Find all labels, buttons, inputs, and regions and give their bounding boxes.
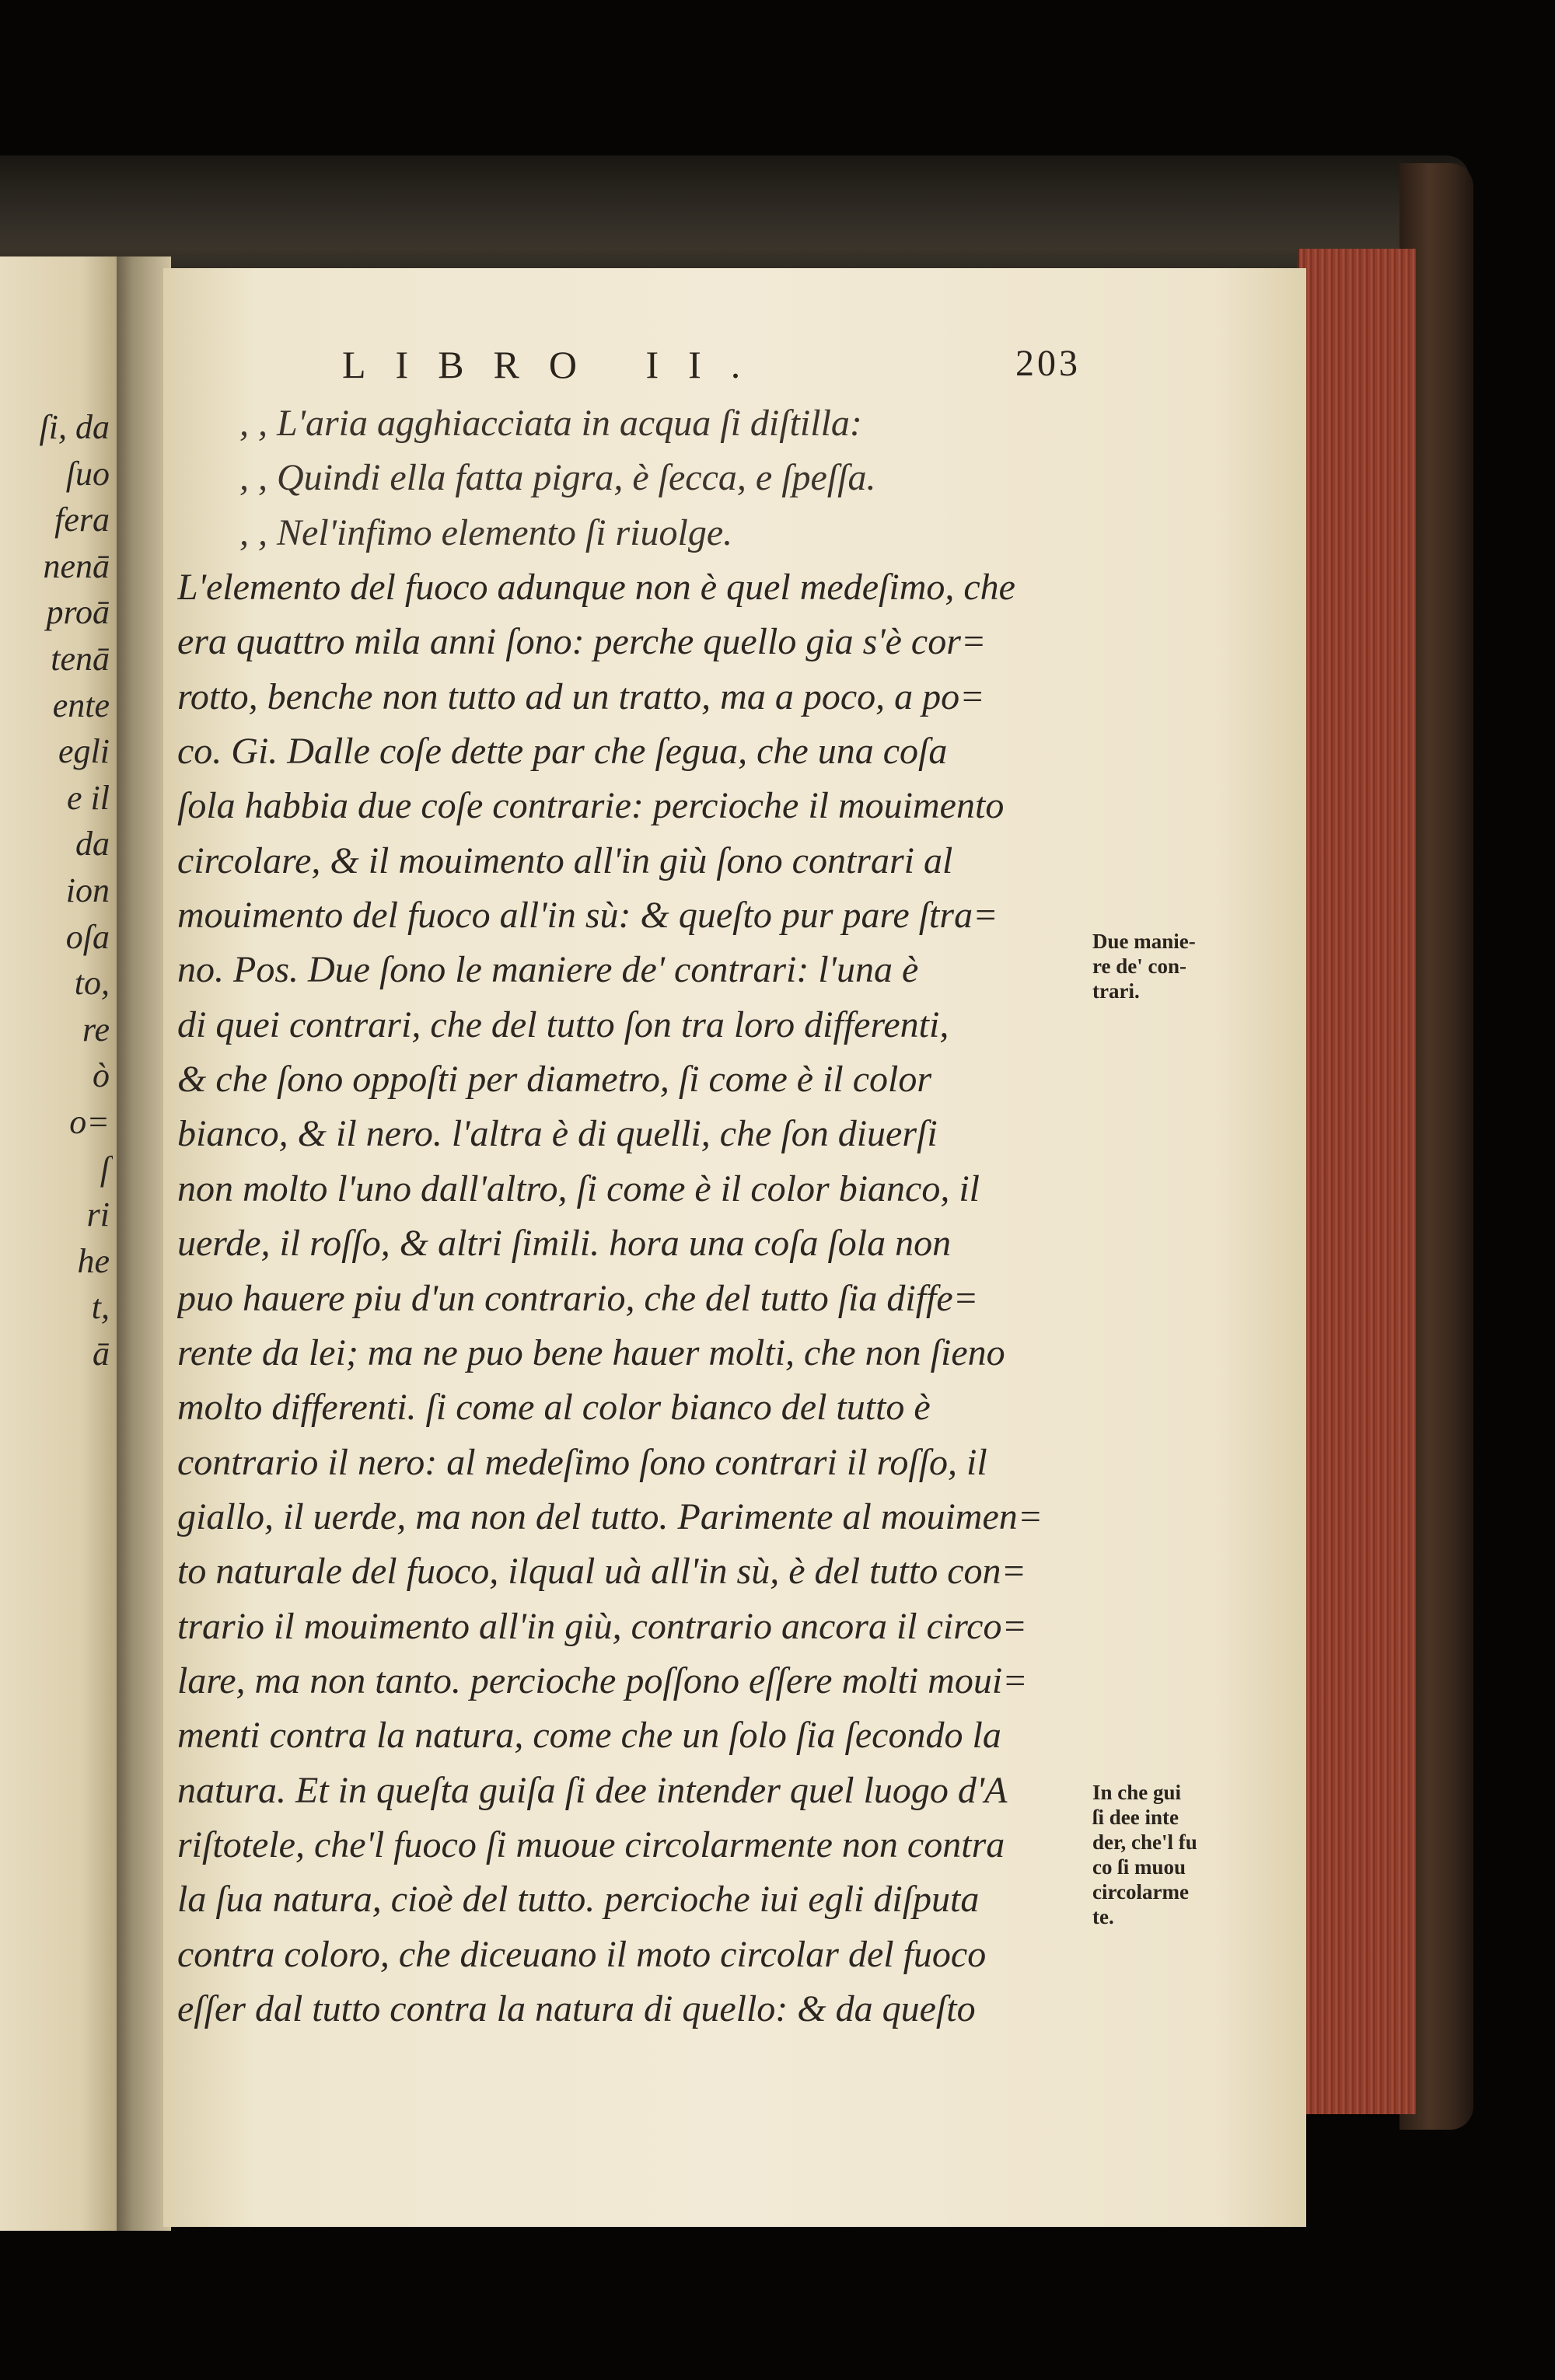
left-page-fragment: o= [69,1102,110,1141]
text-line: , , Quindi ella fatta pigra, è ſecca, e ſpeſſa. [239,457,876,499]
text-line: , , L'aria agghiacciata in acqua ſi diſtilla: [239,403,862,444]
text-line: natura. Et in queſta guiſa ſi dee intender quel luogo d'A [177,1769,1008,1811]
text-line: no. Pos. Due ſono le maniere de' contrari: l'una è [177,949,919,991]
left-page-fragment: re [82,1010,110,1049]
page-header [342,342,1081,389]
left-page-fragment: fera [54,501,110,539]
margin-note-line: ſi dee inte [1092,1806,1179,1829]
left-page-fragment: egli [58,732,110,771]
text-line: di quei contrari, che del tutto ſon tra loro differenti, [177,1003,949,1045]
page-number: 203 [1015,343,1081,384]
text-line: co. Gi. Dalle coſe dette par che ſegua, che una coſa [177,731,948,773]
text-line: riſtotele, che'l fuoco ſi muoue circolarmente non contra [177,1823,1005,1865]
text-line: to naturale del fuoco, ilqual uà all'in sù, è del tutto con= [177,1551,1026,1593]
left-page-fragment: ā [93,1334,110,1373]
text-line: ſola habbia due coſe contrarie: percioche il mouimento [177,785,1005,827]
page-edges-red [1297,249,1416,2114]
left-page-fragment: ò [93,1056,110,1095]
left-page-fragment: ente [52,686,110,724]
text-line: la ſua natura, cioè del tutto. percioche iui egli diſputa [177,1879,980,1921]
left-page-fragment: he [77,1241,110,1280]
text-line: non molto l'uno dall'altro, ſi come è il color bianco, il [177,1167,980,1209]
left-page-fragment: ion [65,871,110,909]
text-line: lare, ma non tanto. percioche poſſono eſſere molti moui= [177,1659,1028,1701]
left-page-fragment: e il [67,778,110,817]
text-line: trario il mouimento all'in giù, contrario ancora il circo= [177,1605,1027,1647]
text-line: circolare, & il mouimento all'in giù ſono contrari al [177,839,953,881]
left-page-fragment: tenā [51,639,110,678]
left-page-fragment: to, [74,964,110,1003]
left-page-fragment: t, [91,1288,110,1327]
text-line: bianco, & il nero. l'altra è di quelli, che ſon diuerſi [177,1113,938,1155]
margin-note-line: Due manie- [1092,930,1196,953]
margin-note-line: trari. [1092,979,1140,1003]
text-line: menti contra la natura, come che un ſolo ſia ſecondo la [177,1715,1001,1757]
margin-note-line: der, che'l fu [1092,1830,1197,1854]
left-page-fragment: da [75,825,110,864]
text-line: contrario il nero: al medeſimo ſono contrari il roſſo, il [177,1441,987,1483]
margin-note-line: co ſi muou [1092,1855,1186,1879]
text-line: mouimento del fuoco all'in sù: & queſto pur pare ſtra= [177,895,998,937]
left-page-text-fragments [0,404,113,1377]
left-page-fragment: ſ [100,1149,110,1188]
text-line: contra coloro, che diceuano il moto circolar del fuoco [177,1933,987,1975]
running-title: LIBRO II. [342,343,771,386]
margin-note-line: te. [1092,1905,1114,1928]
text-line: rente da lei; ma ne puo bene hauer molti, che non ſieno [177,1331,1005,1373]
text-line: giallo, il uerde, ma non del tutto. Parimente al mouimen= [177,1495,1043,1537]
left-page-fragment: nenā [43,546,110,585]
margin-note-contrari [1092,929,1248,1003]
body-text [177,396,1095,2036]
left-page-fragment: oſa [65,917,110,956]
left-page-fragment: ſi, da [39,408,110,446]
margin-note-line: In che gui [1092,1781,1182,1804]
text-line: era quattro mila anni ſono: perche quello gia s'è cor= [177,621,987,663]
margin-note-fuoco [1092,1780,1232,1929]
text-line: eſſer dal tutto contra la natura di quello: & da queſto [177,1987,976,2029]
left-page-fragment: ſuo [65,454,110,493]
text-line: rotto, benche non tutto ad un tratto, ma a poco, a po= [177,675,985,717]
left-page-fragment: ri [86,1195,110,1234]
margin-note-line: re de' con- [1092,954,1186,978]
text-line: & che ſono oppoſti per diametro, ſi come è il color [177,1059,932,1101]
text-line: puo hauere piu d'un contrario, che del tutto ſia diffe= [177,1277,979,1319]
text-line: uerde, il roſſo, & altri ſimili. hora una coſa ſola non [177,1223,952,1265]
text-line: L'elemento del fuoco adunque non è quel medeſimo, che [177,567,1015,609]
text-line: molto differenti. ſi come al color bianco del tutto è [177,1387,931,1429]
margin-note-line: circolarme [1092,1880,1189,1904]
text-line: , , Nel'infimo elemento ſi riuolge. [239,511,733,553]
left-page-fragment: proā [46,593,110,632]
